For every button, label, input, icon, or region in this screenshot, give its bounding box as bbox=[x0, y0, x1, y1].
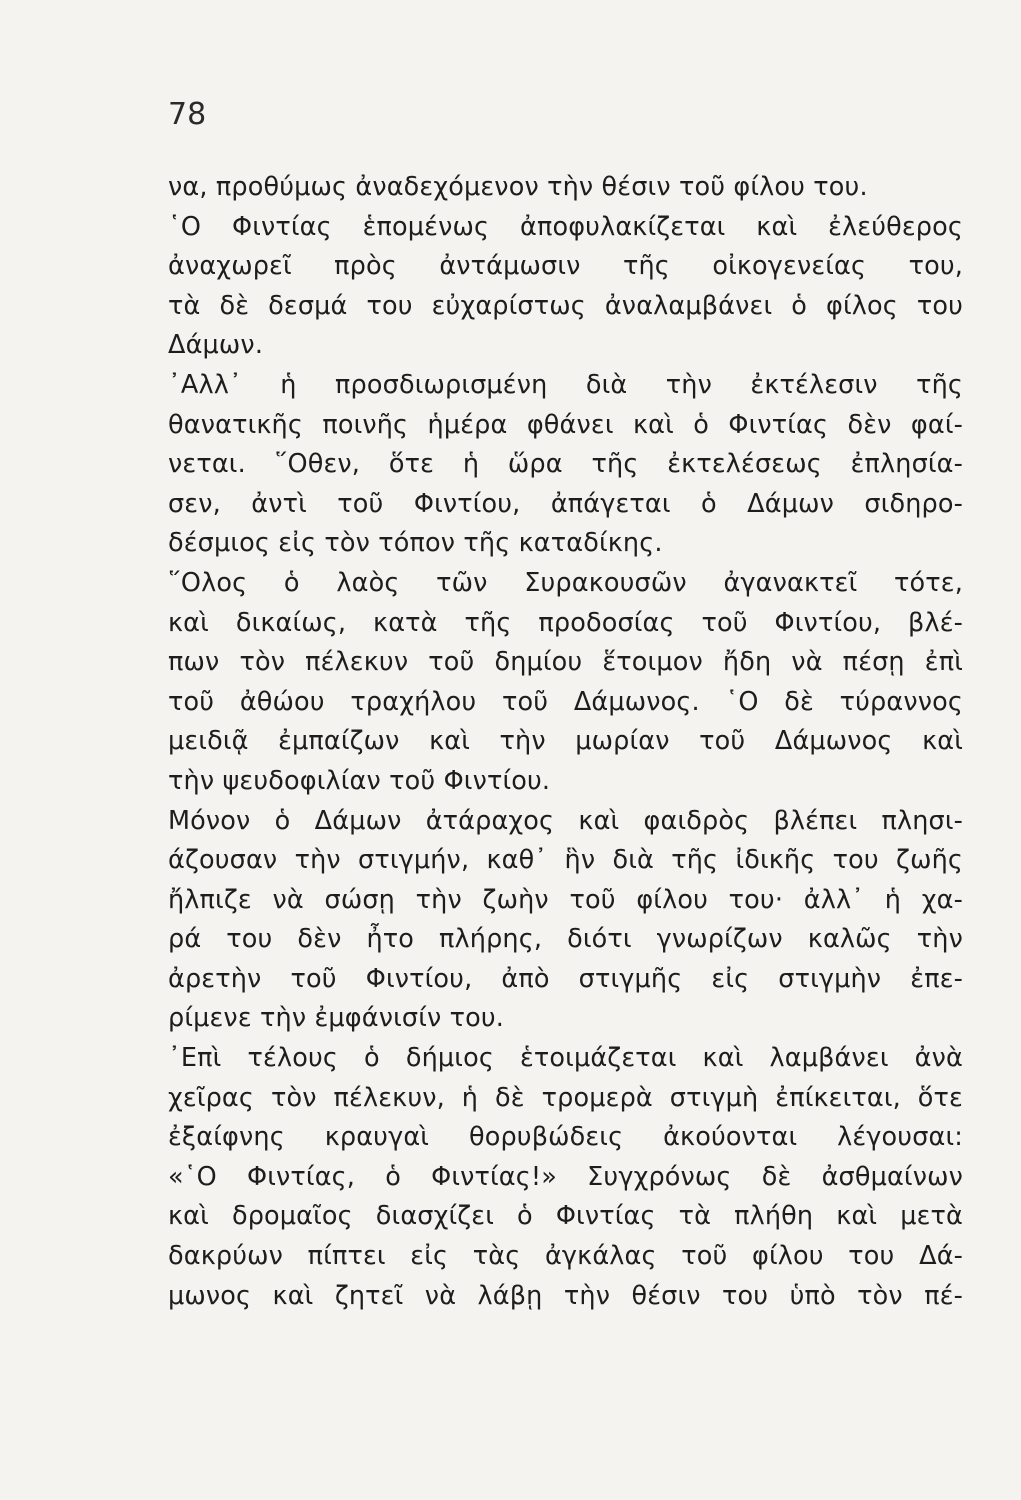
text-line: ρίμενε τὴν ἐμφάνισίν του. bbox=[168, 1003, 505, 1034]
text-line: ἐξαίφνης κραυγαὶ θορυβώδεις ἀκούονται λέγουσαι: bbox=[168, 1122, 963, 1153]
text-line: ρά του δὲν ἦτο πλήρης, διότι γνωρίζων καλῶς τὴν bbox=[168, 924, 963, 955]
text-line: ᾿Αλλ᾿ ἡ προσδιωρισμένη διὰ τὴν ἐκτέλεσιν τῆς bbox=[168, 369, 963, 400]
text-line: χεῖρας τὸν πέλεκυν, ἡ δὲ τρομερὰ στιγμὴ ἐπίκειται, ὅτε bbox=[168, 1082, 963, 1113]
text-line: σεν, ἀντὶ τοῦ Φιντίου, ἀπάγεται ὁ Δάμων σιδηρο- bbox=[168, 488, 963, 519]
text-line: δέσμιος εἰς τὸν τόπον τῆς καταδίκης. bbox=[168, 528, 663, 559]
text-line: καὶ δικαίως, κατὰ τῆς προδοσίας τοῦ Φιντίου, βλέ- bbox=[168, 607, 963, 638]
text-line: ἀναχωρεῖ πρὸς ἀντάμωσιν τῆς οἰκογενείας του, bbox=[168, 251, 963, 282]
text-line: ᾿Επὶ τέλους ὁ δήμιος ἑτοιμάζεται καὶ λαμβάνει ἀνὰ bbox=[168, 1043, 963, 1074]
text-line: τὰ δὲ δεσμά του εὐχαρίστως ἀναλαμβάνει ὁ φίλος του bbox=[168, 290, 963, 321]
text-line: τοῦ ἀθώου τραχήλου τοῦ Δάμωνος. ῾Ο δὲ τύραννος bbox=[168, 686, 963, 717]
text-line: καὶ δρομαῖος διασχίζει ὁ Φιντίας τὰ πλήθη καὶ μετὰ bbox=[168, 1201, 963, 1232]
text-line: ῞Ολος ὁ λαὸς τῶν Συρακουσῶν ἀγανακτεῖ τότε, bbox=[168, 567, 963, 598]
text-line: δακρύων πίπτει εἰς τὰς ἀγκάλας τοῦ φίλου του Δά- bbox=[168, 1241, 963, 1272]
text-line: πων τὸν πέλεκυν τοῦ δημίου ἕτοιμον ἤδη νὰ πέσῃ ἐπὶ bbox=[168, 647, 963, 678]
text-line: «῾Ο Φιντίας, ὁ Φιντίας!» Συγχρόνως δὲ ἀσθμαίνων bbox=[168, 1161, 963, 1192]
text-line: Δάμων. bbox=[168, 330, 264, 361]
text-line: να, προθύμως ἀναδεχόμενον τὴν θέσιν τοῦ φίλου του. bbox=[168, 172, 868, 202]
text-line: νεται. ῞Οθεν, ὅτε ἡ ὥρα τῆς ἐκτελέσεως ἐπλησία- bbox=[168, 449, 963, 480]
text-line: τὴν ψευδοφιλίαν τοῦ Φιντίου. bbox=[168, 765, 551, 796]
page-number: 78 bbox=[168, 97, 207, 132]
text-line: άζουσαν τὴν στιγμήν, καθ᾿ ἣν διὰ τῆς ἰδικῆς του ζωῆς bbox=[168, 845, 963, 876]
text-line: ἤλπιζε νὰ σώσῃ τὴν ζωὴν τοῦ φίλου του· ἀλλ᾿ ἡ χα- bbox=[168, 884, 963, 915]
text-line: μωνος καὶ ζητεῖ νὰ λάβῃ τὴν θέσιν του ὑπὸ τὸν πέ- bbox=[168, 1280, 963, 1311]
text-line: ῾Ο Φιντίας ἑπομένως ἀποφυλακίζεται καὶ ἐλεύθερος bbox=[168, 211, 963, 242]
text-line: Μόνον ὁ Δάμων ἀτάραχος καὶ φαιδρὸς βλέπει πλησι- bbox=[168, 805, 963, 836]
body-text bbox=[168, 168, 963, 1316]
text-line: ἀρετὴν τοῦ Φιντίου, ἀπὸ στιγμῆς εἰς στιγμὴν ἐπε- bbox=[168, 963, 963, 994]
text-line: μειδιᾷ ἐμπαίζων καὶ τὴν μωρίαν τοῦ Δάμωνος καὶ bbox=[168, 726, 963, 757]
text-line: θανατικῆς ποινῆς ἡμέρα φθάνει καὶ ὁ Φιντίας δὲν φαί- bbox=[168, 409, 963, 440]
